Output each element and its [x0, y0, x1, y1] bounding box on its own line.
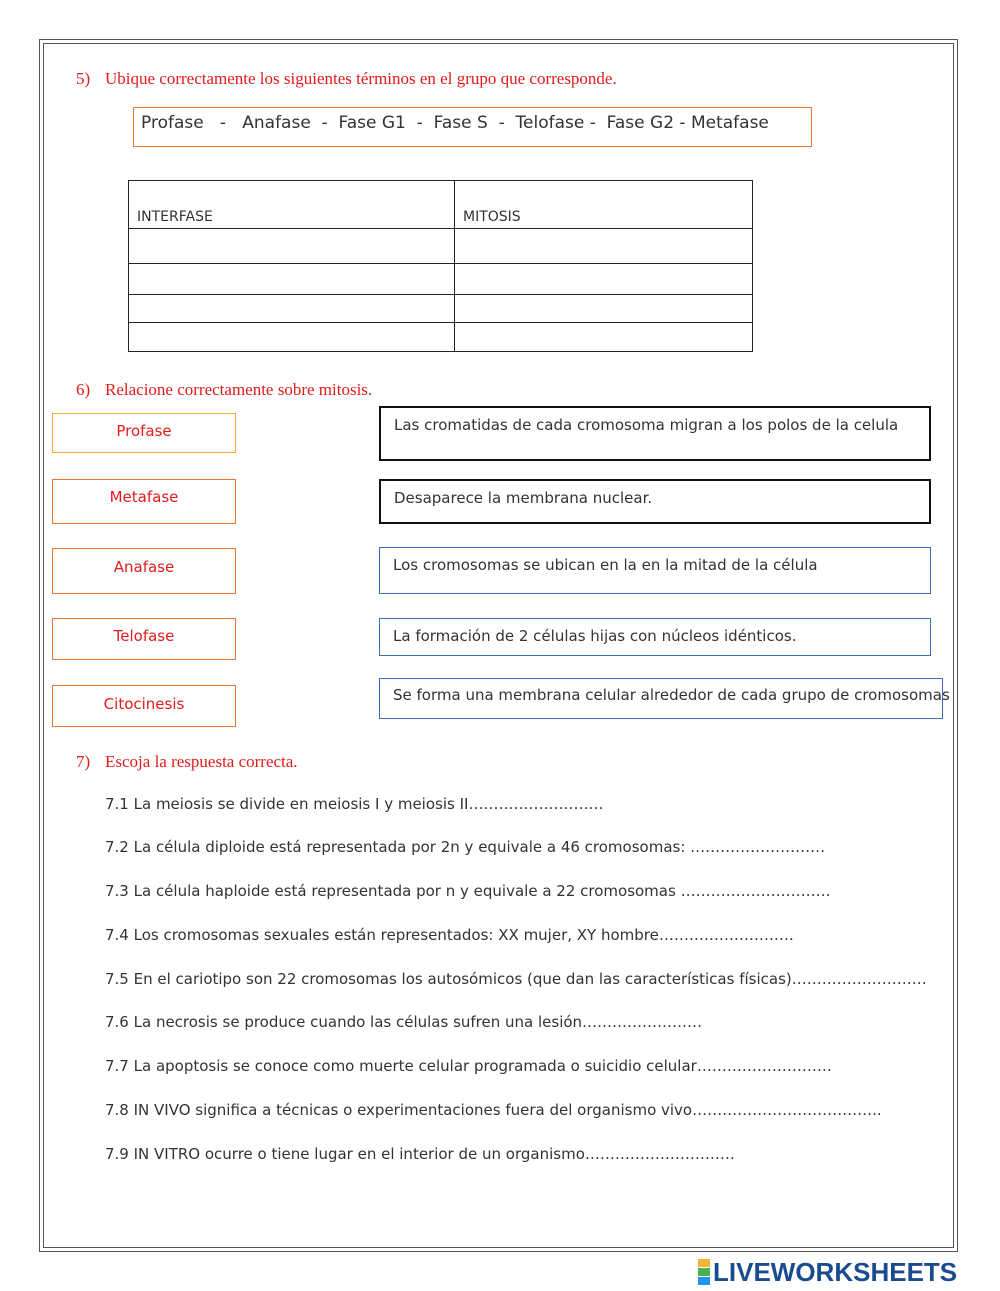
liveworksheets-logo — [698, 1258, 957, 1286]
section-6-number: 6) — [76, 380, 91, 399]
phase-citocinesis[interactable]: Citocinesis — [52, 685, 236, 727]
interfase-answer-cell[interactable] — [129, 264, 455, 295]
header-mitosis: MITOSIS — [455, 181, 753, 229]
mitosis-answer-cell[interactable] — [455, 323, 753, 352]
section-5-heading — [76, 69, 617, 89]
terms-box: Profase - Anafase - Fase G1 - Fase S - Telofase - Fase G2 - Metafase — [133, 107, 812, 147]
description-box[interactable]: La formación de 2 células hijas con núcleos idénticos. — [379, 618, 931, 656]
header-interfase: INTERFASE — [129, 181, 455, 229]
table-row — [129, 295, 753, 323]
logo-text: LIVEWORKSHEETS — [713, 1256, 958, 1287]
interfase-answer-cell[interactable] — [129, 229, 455, 264]
question-7-4[interactable]: 7.4 Los cromosomas sexuales están representados: XX mujer, XY hombre……………………… — [105, 926, 794, 944]
question-7-6[interactable]: 7.6 La necrosis se produce cuando las células sufren una lesión…………………… — [105, 1013, 703, 1031]
phase-metafase[interactable]: Metafase — [52, 479, 236, 524]
phase-profase[interactable]: Profase — [52, 413, 236, 453]
question-7-1[interactable]: 7.1 La meiosis se divide en meiosis I y meiosis II……………………… — [105, 795, 604, 813]
table-header-row — [129, 181, 753, 229]
section-5-number: 5) — [76, 69, 91, 88]
description-box[interactable]: Los cromosomas se ubican en la en la mitad de la célula — [379, 547, 931, 594]
interfase-answer-cell[interactable] — [129, 323, 455, 352]
question-7-3[interactable]: 7.3 La célula haploide está representada por n y equivale a 22 cromosomas ………………………… — [105, 882, 831, 900]
question-7-2[interactable]: 7.2 La célula diploide está representada por 2n y equivale a 46 cromosomas: ……………………… — [105, 838, 826, 856]
section-7-title: Escoja la respuesta correcta. — [105, 752, 298, 771]
description-box[interactable]: Se forma una membrana celular alrededor de cada grupo de cromosomas — [379, 678, 943, 719]
table-row — [129, 323, 753, 352]
interfase-answer-cell[interactable] — [129, 295, 455, 323]
mitosis-answer-cell[interactable] — [455, 229, 753, 264]
phase-anafase[interactable]: Anafase — [52, 548, 236, 594]
description-box[interactable]: Desaparece la membrana nuclear. — [379, 479, 931, 524]
classification-table — [128, 180, 753, 352]
description-box[interactable]: Las cromatidas de cada cromosoma migran a los polos de la celula — [379, 406, 931, 461]
mitosis-answer-cell[interactable] — [455, 264, 753, 295]
section-6-title: Relacione correctamente sobre mitosis. — [105, 380, 373, 399]
section-7-number: 7) — [76, 752, 91, 771]
question-7-5[interactable]: 7.5 En el cariotipo son 22 cromosomas los autosómicos (que dan las características físicas)……………………… — [105, 970, 927, 988]
table-row — [129, 229, 753, 264]
liveworksheets-logo-icon — [698, 1259, 710, 1286]
question-7-9[interactable]: 7.9 IN VITRO ocurre o tiene lugar en el interior de un organismo………………………… — [105, 1145, 735, 1163]
mitosis-answer-cell[interactable] — [455, 295, 753, 323]
section-7-heading — [76, 752, 298, 772]
question-7-8[interactable]: 7.8 IN VIVO significa a técnicas o experimentaciones fuera del organismo vivo……………………………….. — [105, 1101, 882, 1119]
section-5-title: Ubique correctamente los siguientes términos en el grupo que corresponde. — [105, 69, 617, 88]
phase-telofase[interactable]: Telofase — [52, 618, 236, 660]
question-7-7[interactable]: 7.7 La apoptosis se conoce como muerte celular programada o suicidio celular……………………… — [105, 1057, 832, 1075]
table-row — [129, 264, 753, 295]
section-6-heading — [76, 380, 372, 400]
